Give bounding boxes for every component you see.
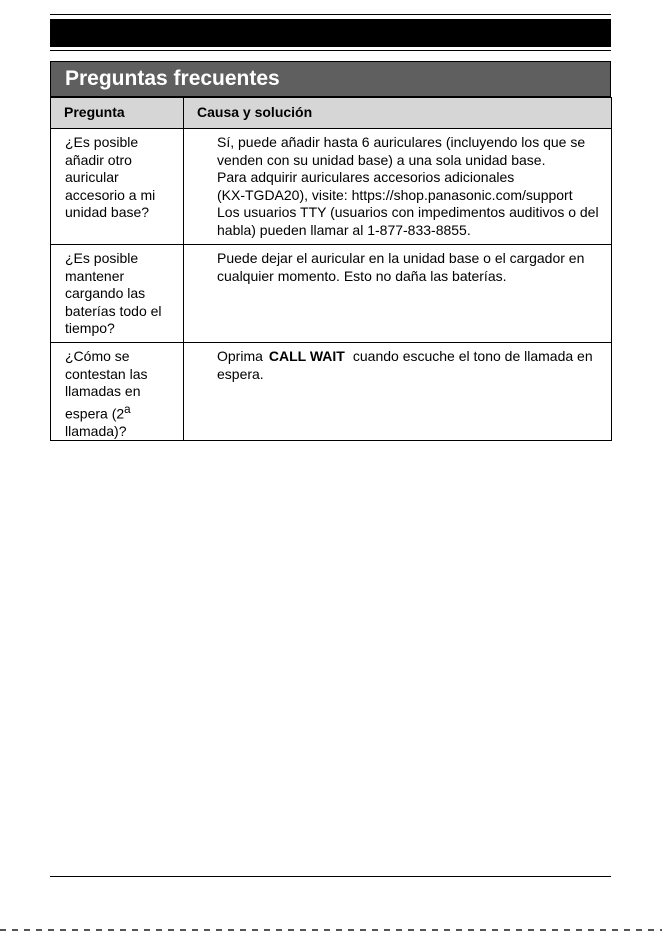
answer-line: cualquier momento. Esto no daña las baterías. <box>217 267 507 284</box>
answer-text: cuando escuche el tono de llamada en <box>352 348 593 364</box>
answer-line: Para adquirir auriculares accesorios adicionales <box>217 169 515 185</box>
call-wait-key-label: CALL WAIT <box>268 348 345 364</box>
question-line: ¿Es posible <box>65 250 139 266</box>
header-bar <box>50 19 611 47</box>
question-line: añadir otro <box>65 151 132 168</box>
column-header-question: Pregunta <box>51 98 184 129</box>
question-line: llamadas en <box>65 383 141 399</box>
superscript-ordinal: a <box>124 402 131 416</box>
answer-line: Los usuarios TTY (usuarios con impedimentos auditivos o del <box>217 204 599 220</box>
faq-table <box>50 97 612 441</box>
question-line: baterías todo el <box>65 302 162 319</box>
answer-cell <box>184 343 612 441</box>
answer-line: (KX-TGDA20), visite: https://shop.panasonic.com/support <box>217 186 573 203</box>
question-line: accesorio a mi <box>65 186 156 203</box>
answer-line: habla) pueden llamar al 1-877-833-8855. <box>217 221 471 238</box>
question-line: contestan las <box>65 365 148 382</box>
answer-line: Sí, puede añadir hasta 6 auriculares (incluyendo los que se <box>217 134 586 150</box>
question-line: tiempo? <box>65 320 115 336</box>
table-row <box>51 245 612 343</box>
top-rule <box>50 14 611 15</box>
question-cell <box>51 129 184 245</box>
question-cell <box>51 245 184 343</box>
question-line: auricular <box>65 169 119 185</box>
answer-cell <box>184 129 612 245</box>
table-row <box>51 129 612 245</box>
table-row <box>51 343 612 441</box>
question-line: mantener <box>65 267 125 284</box>
answer-line: espera. <box>217 365 264 382</box>
answer-text: Oprima <box>217 348 263 364</box>
column-header-answer: Causa y solución <box>184 98 612 129</box>
page-cut-line <box>0 929 662 931</box>
answer-cell <box>184 245 612 343</box>
header-underline <box>50 50 611 51</box>
footer-rule <box>50 876 611 877</box>
question-line: cargando las <box>65 285 146 301</box>
faq-section-title: Preguntas frecuentes <box>50 61 611 97</box>
question-line: ¿Cómo se <box>65 348 130 364</box>
table-header-row <box>51 98 612 129</box>
question-line: llamada)? <box>65 422 127 439</box>
question-line: espera (2 <box>65 405 125 422</box>
question-line: unidad base? <box>65 204 150 220</box>
question-line: ¿Es posible <box>65 134 139 150</box>
answer-line: venden con su unidad base) a una sola unidad base. <box>217 151 546 168</box>
question-cell <box>51 343 184 441</box>
answer-line: Puede dejar el auricular en la unidad base o el cargador en <box>217 250 585 266</box>
